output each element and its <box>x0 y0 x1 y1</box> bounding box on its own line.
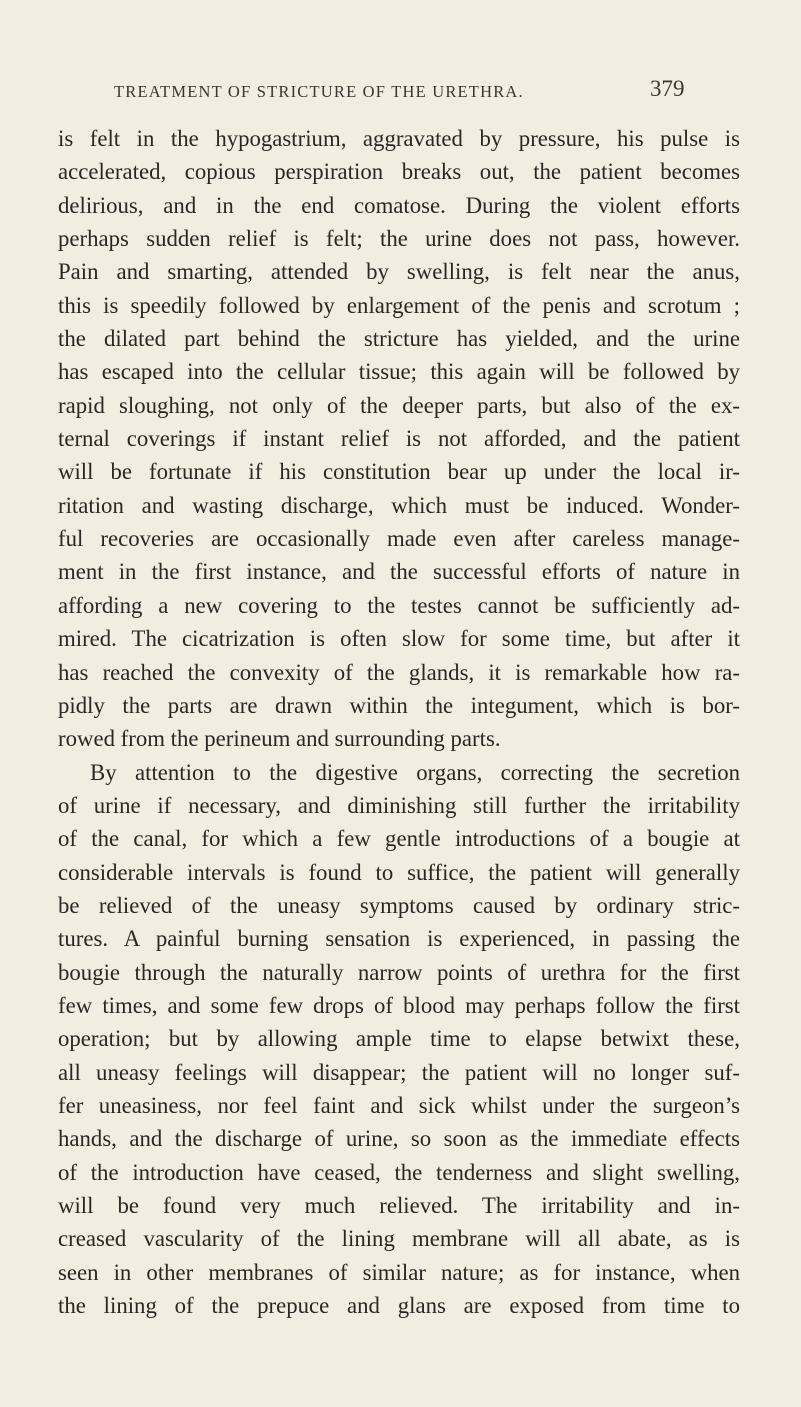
text-line: of the canal, for which a few gentle introductions of a bougie at <box>58 826 740 852</box>
paragraph-1 <box>58 122 740 756</box>
text-line: the dilated part behind the stricture has yielded, and the urine <box>58 326 740 352</box>
text-line: tures. A painful burning sensation is experienced, in passing the <box>58 926 740 952</box>
text-line: ritation and wasting discharge, which must be induced. Wonder- <box>58 492 740 518</box>
text-line: has reached the convexity of the glands, it is remarkable how ra- <box>58 659 740 685</box>
page-number: 379 <box>650 76 685 101</box>
paragraph-2 <box>58 756 740 1323</box>
text-line: creased vascularity of the lining membrane will all abate, as is <box>58 1226 740 1252</box>
text-line: ment in the first instance, and the successful efforts of nature in <box>58 559 740 585</box>
text-line: ternal coverings if instant relief is not afforded, and the patient <box>58 426 740 452</box>
text-line: Pain and smarting, attended by swelling, is felt near the anus, <box>58 259 740 285</box>
text-line: the lining of the prepuce and glans are exposed from time to <box>58 1293 740 1319</box>
text-line: is felt in the hypogastrium, aggravated by pressure, his pulse is <box>58 126 740 151</box>
text-line: accelerated, copious perspiration breaks out, the patient becomes <box>58 159 740 185</box>
text-line: will be found very much relieved. The irritability and in- <box>58 1193 740 1218</box>
text-line: few times, and some few drops of blood may perhaps follow the first <box>58 992 740 1018</box>
text-line: bougie through the naturally narrow points of urethra for the first <box>58 959 740 985</box>
text-line: of the introduction have ceased, the tenderness and slight swelling, <box>58 1159 740 1185</box>
text-line: fer uneasiness, nor feel faint and sick whilst under the surgeon’s <box>58 1092 740 1118</box>
text-line: ful recoveries are occasionally made even after careless manage- <box>58 526 740 552</box>
text-line: seen in other membranes of similar nature; as for instance, when <box>58 1259 740 1285</box>
text-line: this is speedily followed by enlargement of the penis and scrotum ; <box>58 292 740 318</box>
text-line: all uneasy feelings will disappear; the patient will no longer suf- <box>58 1059 740 1085</box>
text-line: has escaped into the cellular tissue; this again will be followed by <box>58 359 740 385</box>
body-text <box>58 122 740 1322</box>
text-line: affording a new covering to the testes cannot be sufficiently ad- <box>58 592 740 618</box>
text-line: operation; but by allowing ample time to elapse betwixt these, <box>58 1026 740 1052</box>
text-line: mired. The cicatrization is often slow for some time, but after it <box>58 626 740 652</box>
text-line: delirious, and in the end comatose. During the violent efforts <box>58 192 740 218</box>
text-line: By attention to the digestive organs, correcting the secretion <box>90 759 740 785</box>
text-line: pidly the parts are drawn within the integument, which is bor- <box>58 692 740 718</box>
text-line: rowed from the perineum and surrounding parts. <box>58 726 501 752</box>
text-line: considerable intervals is found to suffice, the patient will generally <box>58 859 740 885</box>
text-line: will be fortunate if his constitution bear up under the local ir- <box>58 459 740 485</box>
text-line: hands, and the discharge of urine, so soon as the immediate effects <box>58 1126 740 1152</box>
text-line: be relieved of the uneasy symptoms caused by ordinary stric- <box>58 892 740 918</box>
text-line: rapid sloughing, not only of the deeper parts, but also of the ex- <box>58 392 740 418</box>
text-line: of urine if necessary, and diminishing still further the irritability <box>58 792 740 818</box>
text-line: perhaps sudden relief is felt; the urine does not pass, however. <box>58 226 740 252</box>
running-title: TREATMENT OF STRICTURE OF THE URETHRA. <box>114 82 524 101</box>
